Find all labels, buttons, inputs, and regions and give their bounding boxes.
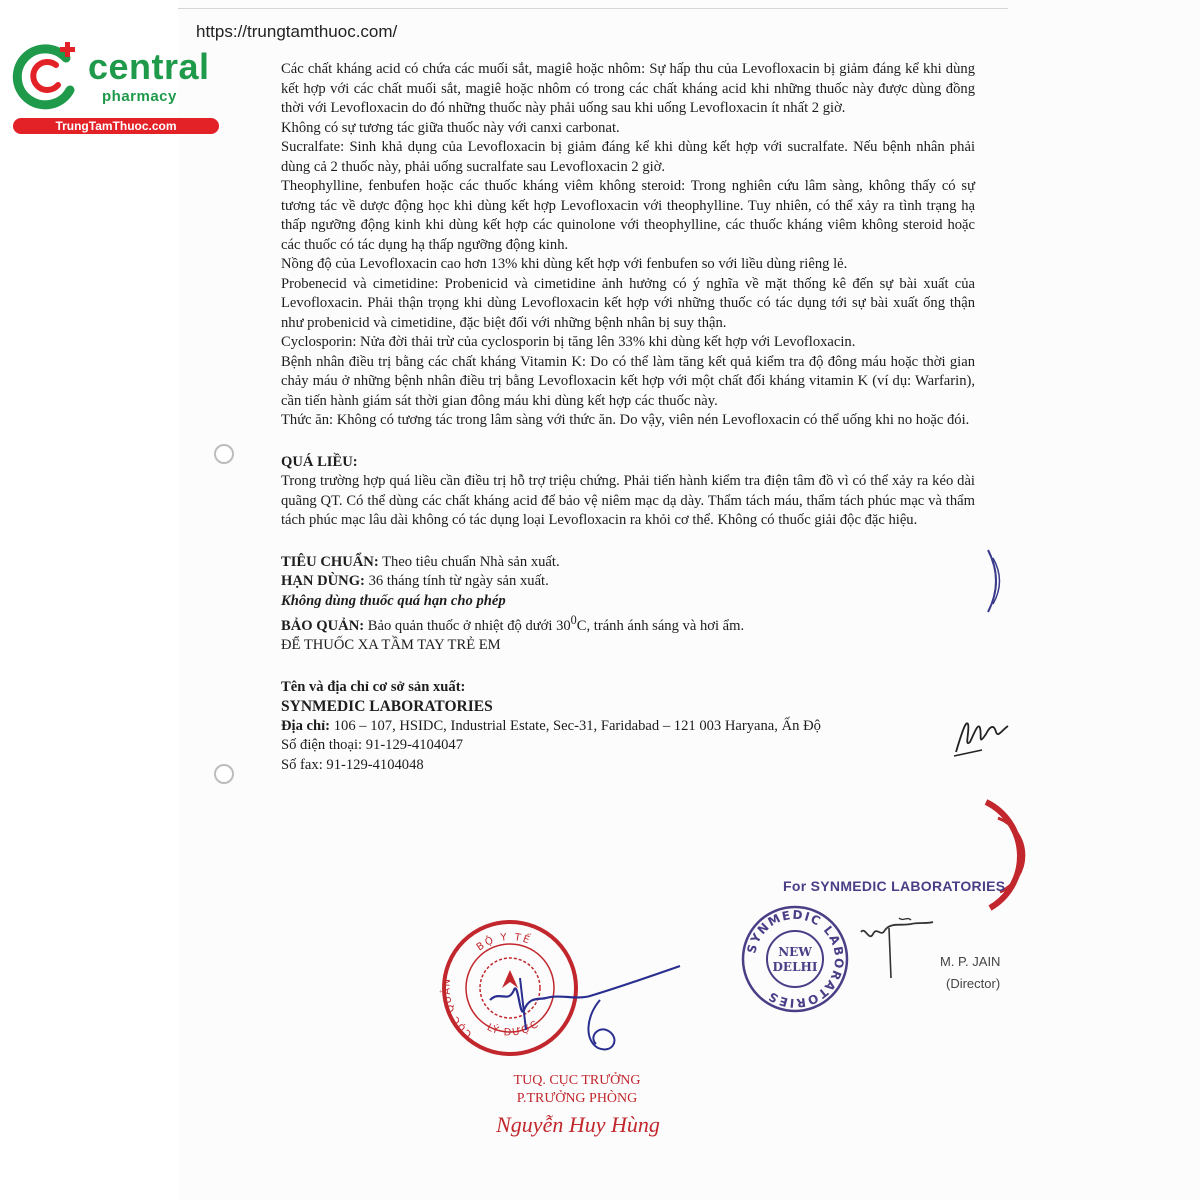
manufacturer-fax: Số fax: 91-129-4104048 xyxy=(281,756,424,773)
address-label: Địa chỉ: xyxy=(281,717,331,734)
margin-bracket-mark xyxy=(984,548,1006,614)
manufacturer-name: SYNMEDIC LABORATORIES xyxy=(281,698,493,716)
manufacturer-address: 106 – 107, HSIDC, Industrial Estate, Sec-31, Faridabad – 121 003 Haryana, Ấn Độ xyxy=(333,717,821,734)
authority-signature xyxy=(480,960,690,1060)
director-name: M. P. JAIN xyxy=(940,954,1001,969)
logo-site-bar: TrungTamThuoc.com xyxy=(13,118,219,134)
for-company-line: For SYNMEDIC LABORATORIES xyxy=(783,878,1006,894)
logo-sub-text: pharmacy xyxy=(102,88,177,105)
initials-signature xyxy=(952,712,1012,758)
manufacturer-heading: Tên và địa chỉ cơ sở sản xuất: xyxy=(281,678,466,695)
logo-brand-text: central xyxy=(88,46,210,87)
storage-value-post: C, tránh ánh sáng và hơi ẩm. xyxy=(576,617,745,634)
manufacturer-phone: Số điện thoại: 91-129-4104047 xyxy=(281,737,464,754)
authority-title xyxy=(497,1072,657,1108)
storage-degree: 0 xyxy=(570,613,577,627)
standard-line xyxy=(281,553,975,573)
shelf-life-value: 36 tháng tính từ ngày sản xuất. xyxy=(368,573,549,589)
central-pharmacy-logo[interactable] xyxy=(10,38,220,138)
logo-mark-icon xyxy=(10,38,86,114)
page-top-rule xyxy=(178,8,1008,9)
standard-label: TIÊU CHUẨN: xyxy=(281,553,379,570)
shelf-life-line xyxy=(281,572,975,592)
binder-hole-top xyxy=(214,444,234,464)
paragraph-cyclosporin: Cyclosporin: Nửa đời thải trừ của cyclosporin bị tăng lên 33% khi dùng kết hợp với Levofloxacin. xyxy=(281,334,856,350)
authority-title-line1: TUQ. CỤC TRƯỞNG xyxy=(513,1073,641,1088)
paragraph-antacids: Các chất kháng acid có chứa các muối sắt, magiê hoặc nhôm: Sự hấp thu của Levofloxacin bị giảm đáng kể khi dùng kết hợp với các chất muối sắt, magiê hoặc nhôm có trong các chất kháng acid khi những thuốc này được dùng đồng thời với Levofloxacin do đó những thuốc này phải uống sau khi uống Levofloxacin ít nhất 2 giờ. xyxy=(281,61,975,116)
shelf-life-label: HẠN DÙNG: xyxy=(281,573,365,589)
paragraph-sucralfate: Sucralfate: Sinh khả dụng của Levofloxacin bị giảm đáng kể khi dùng kết hợp với sucralfate. Nếu bệnh nhân phải dùng cả 2 thuốc này, phải uống sucralfate sau Levofloxacin 2 giờ. xyxy=(281,139,975,175)
paragraph-fenbufen: Nồng độ của Levofloxacin cao hơn 13% khi dùng kết hợp với fenbufen so với liều dùng riêng lẻ. xyxy=(281,256,848,272)
expiry-warning: Không dùng thuốc quá hạn cho phép xyxy=(281,592,506,609)
overdose-text: Trong trường hợp quá liều cần điều trị hỗ trợ triệu chứng. Phải tiến hành kiểm tra điện tâm đồ vì có thể xảy ra kéo dài quãng QT. Có thể dùng các chất kháng acid để bảo vệ niêm mạc dạ dày. Thẩm tách máu, thẩm tách phúc mạc và thẩm tách phúc mạc lâu dài không có tác dụng loại Levofloxacin ra khỏi cơ thể. Không có thuốc giải độc đặc hiệu. xyxy=(281,473,975,528)
paragraph-probenecid: Probenecid và cimetidine: Probenicid và cimetidine ảnh hưởng có ý nghĩa về mặt thống kê đến sự bài xuất của Levofloxacin. Phải thận trọng khi dùng Levofloxacin kết hợp với những thuốc có tác dụng tới sự bài xuất ống thận như probenicid và cimetidine, đặc biệt đối với những bệnh nhân bị suy thận. xyxy=(281,275,975,331)
company-stamp-center-1: NEW xyxy=(778,945,812,959)
leaflet-text xyxy=(281,60,975,775)
binder-hole-bottom xyxy=(214,764,234,784)
director-signature xyxy=(855,912,935,982)
overdose-heading: QUÁ LIỀU: xyxy=(281,453,358,470)
authority-stamp-bottom: LÝ DƯỢC xyxy=(485,1018,542,1039)
company-stamp-ring-text: SYNMEDIC LABORATORIES xyxy=(744,907,847,1011)
paragraph-food: Thức ăn: Không có tương tác trong lâm sàng với thức ăn. Do vậy, viên nén Levofloxacin có thể uống khi no hoặc đói. xyxy=(281,412,970,428)
authority-signer-name: Nguyễn Huy Hùng xyxy=(496,1112,660,1137)
manufacturer-address-line xyxy=(281,717,975,737)
storage-line xyxy=(281,611,975,636)
authority-stamp-left: CỤC QUẢN xyxy=(441,977,475,1040)
company-stamp xyxy=(740,904,850,1014)
children-warning: ĐỂ THUỐC XA TẦM TAY TRẺ EM xyxy=(281,637,501,654)
source-url[interactable]: https://trungtamthuoc.com/ xyxy=(196,22,398,41)
authority-stamp-top: BỘ Y TẾ xyxy=(474,931,533,954)
standard-value: Theo tiêu chuẩn Nhà sản xuất. xyxy=(382,553,560,570)
authority-title-line2: P.TRƯỞNG PHÒNG xyxy=(516,1091,638,1106)
spacer xyxy=(281,656,975,678)
paragraph-theophylline: Theophylline, fenbufen hoặc các thuốc kháng viêm không steroid: Trong nghiên cứu lâm sàng, không thấy có sự tương tác về dược động học khi dùng kết hợp Levofloxacin với theophylline. Tuy nhiên, có thể xảy ra tình trạng hạ thấp ngưỡng động kinh khi dùng kết hợp các quinolone với theophylline, các thuốc kháng viêm không steroid hoặc các thuốc có tác dụng hạ thấp ngưỡng động kinh. xyxy=(281,178,975,253)
director-role: (Director) xyxy=(946,976,1001,991)
storage-value-pre: Bảo quản thuốc ở nhiệt độ dưới 30 xyxy=(367,617,571,634)
spacer xyxy=(281,431,975,453)
company-stamp-center-2: DELHI xyxy=(772,960,818,974)
storage-label: BẢO QUẢN: xyxy=(281,617,365,634)
spacer xyxy=(281,531,975,553)
paragraph-calcium: Không có sự tương tác giữa thuốc này với canxi carbonat. xyxy=(281,119,620,136)
paragraph-vitamin-k: Bệnh nhân điều trị bằng các chất kháng Vitamin K: Do có thể làm tăng kết quả kiểm tra độ đông máu hoặc thời gian chảy máu ở những bệnh nhân điều trị bằng Levofloxacin kết hợp với một chất đối kháng vitamin K (ví dụ: Warfarin), cần tiến hành giám sát thời gian đông máu khi dùng kết hợp các thuốc này. xyxy=(281,353,975,409)
